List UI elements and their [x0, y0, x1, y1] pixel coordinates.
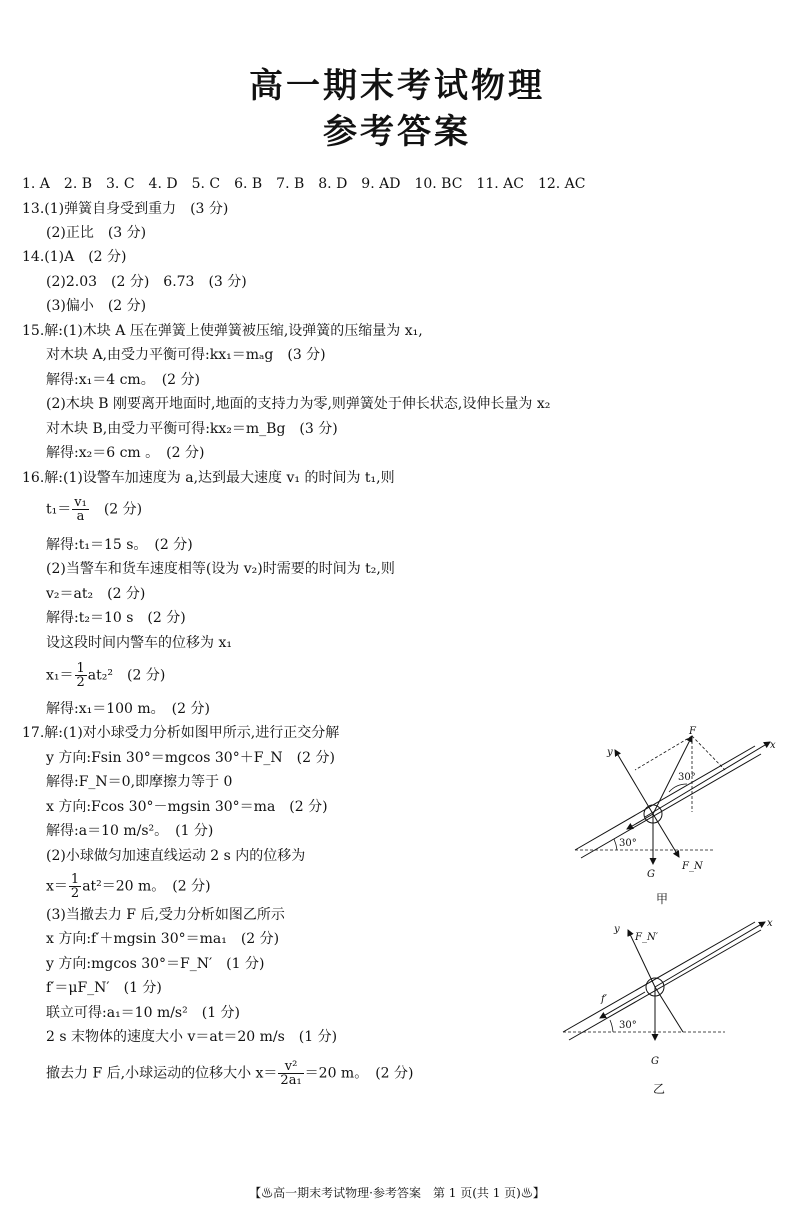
- component-line: [655, 987, 683, 1032]
- q16-f1-fraction: [72, 496, 89, 523]
- q14-line1: 14.(1)A (2 分): [22, 249, 127, 265]
- label-G: G: [647, 869, 655, 880]
- x-axis-arrow: [645, 742, 770, 817]
- figure-jia-caption: 甲: [656, 892, 669, 906]
- q16-f2-den: 2: [76, 675, 85, 690]
- figure-yi: [555, 912, 785, 1077]
- label-y: y: [607, 747, 613, 758]
- q17-line3: 解得:F_N＝0,即摩擦力等于 0: [46, 774, 233, 790]
- q14-line2: (2)2.03 (2 分) 6.73 (3 分): [46, 274, 247, 290]
- q17-line12: 联立可得:a₁＝10 m/s² (1 分): [46, 1005, 241, 1021]
- label-y: y: [614, 924, 620, 935]
- label-x: x: [770, 740, 776, 751]
- q16-f2-num: 1: [76, 661, 85, 676]
- q16-f1-num: v₁: [74, 495, 87, 510]
- q16-f2-right: at₂² (2 分): [87, 667, 166, 684]
- label-x: x: [767, 918, 773, 929]
- q16-line5: v₂＝at₂ (2 分): [46, 586, 146, 602]
- q17-line8: (3)当撤去力 F 后,受力分析如图乙所示: [46, 907, 285, 923]
- q17-line10: y 方向:mgcos 30°＝F_N′ (1 分): [46, 956, 265, 972]
- label-FN: F_N′: [635, 932, 658, 943]
- q17-line9: x 方向:f′＋mgsin 30°＝ma₁ (2 分): [46, 931, 280, 947]
- q16-line7: 设这段时间内警车的位移为 x₁: [46, 635, 232, 651]
- q17-line6: (2)小球做匀加速直线运动 2 s 内的位移为: [46, 848, 306, 864]
- page-subtitle: 参考答案: [323, 112, 471, 152]
- label-angle: 30°: [619, 1020, 637, 1031]
- q13-line2: (2)正比 (3 分): [46, 225, 147, 241]
- q17-line13: 2 s 末物体的速度大小 v＝at＝20 m/s (1 分): [46, 1029, 338, 1045]
- incline-line-2: [569, 930, 761, 1040]
- label-F: F: [689, 726, 696, 737]
- normal-FN-arrow: [653, 814, 679, 857]
- q17-line11: f′＝μF_N′ (1 分): [46, 980, 162, 996]
- q17-f3-fraction: [69, 873, 81, 900]
- incline-line-1: [563, 922, 755, 1032]
- q16-f2-fraction: [75, 662, 87, 689]
- q16-formula-x1: [46, 662, 165, 689]
- q15-line3: 解得:x₁＝4 cm。 (2 分): [46, 372, 200, 388]
- q16-line4: (2)当警车和货车速度相等(设为 v₂)时需要的时间为 t₂,则: [46, 561, 395, 577]
- q14-line3: (3)偏小 (2 分): [46, 298, 147, 314]
- label-f: f′: [601, 994, 607, 1005]
- q17-f3-num: 1: [70, 872, 80, 887]
- q16-f1-left: t₁＝: [46, 501, 72, 518]
- page-title: 高一期末考试物理: [249, 66, 545, 106]
- q15-line1: 15.解:(1)木块 A 压在弹簧上使弹簧被压缩,设弹簧的压缩量为 x₁,: [22, 323, 423, 339]
- q17-f4-right: ＝20 m。 (2 分): [304, 1065, 414, 1082]
- q16-f1-den: a: [76, 509, 85, 524]
- q13-line1: 13.(1)弹簧自身受到重力 (3 分): [22, 201, 229, 217]
- q15-line5: 对木块 B,由受力平衡可得:kx₂＝m_Bg (3 分): [46, 421, 338, 437]
- y-axis-arrow: [615, 750, 653, 814]
- angle-arc: [610, 1020, 613, 1032]
- choice-answers: 1. A 2. B 3. C 4. D 5. C 6. B 7. B 8. D 9. AD 10. BC 11. AC 12. AC: [22, 176, 586, 192]
- q17-f4-left: 撤去力 F 后,小球运动的位移大小 x＝: [46, 1065, 278, 1082]
- label-FN: F_N: [682, 861, 703, 872]
- angle-arc-bottom: [614, 839, 617, 850]
- q15-line4: (2)木块 B 刚要离开地面时,地面的支持力为零,则弹簧处于伸长状态,设伸长量为 x₂: [46, 396, 551, 412]
- q16-f2-left: x₁＝: [46, 667, 74, 684]
- q17-f4-num: v²: [278, 1060, 303, 1074]
- q16-formula-t1: [46, 496, 142, 523]
- q16-line9: 解得:x₁＝100 m。 (2 分): [46, 701, 210, 717]
- label-G: G: [651, 1056, 659, 1067]
- q17-formula-final: [46, 1060, 413, 1087]
- q17-line1: 17.解:(1)对小球受力分析如图甲所示,进行正交分解: [22, 725, 340, 741]
- q17-f4-den: 2a₁: [280, 1073, 302, 1088]
- q15-line2: 对木块 A,由受力平衡可得:kx₁＝mₐg (3 分): [46, 347, 326, 363]
- q17-f3-right: at²＝20 m。 (2 分): [82, 878, 211, 895]
- figure-jia: [565, 722, 785, 892]
- page-footer: 【♨高一期末考试物理·参考答案 第 1 页(共 1 页)♨】: [249, 1186, 545, 1200]
- dashed-proj-1: [692, 736, 725, 770]
- component-arrow: [627, 814, 653, 829]
- figure-yi-caption: 乙: [653, 1082, 666, 1096]
- q17-line5: 解得:a＝10 m/s²。 (1 分): [46, 823, 214, 839]
- q17-f3-den: 2: [70, 886, 80, 901]
- q16-line6: 解得:t₂＝10 s (2 分): [46, 610, 186, 626]
- q15-line6: 解得:x₂＝6 cm 。 (2 分): [46, 445, 205, 461]
- x-axis-arrow: [655, 922, 765, 987]
- q17-line4: x 方向:Fcos 30°－mgsin 30°＝ma (2 分): [46, 799, 328, 815]
- label-angle-bottom: 30°: [619, 838, 637, 849]
- q17-line2: y 方向:Fsin 30°＝mgcos 30°＋F_N (2 分): [46, 750, 335, 766]
- q16-line3: 解得:t₁＝15 s。 (2 分): [46, 537, 193, 553]
- q16-f1-score: (2 分): [103, 501, 143, 518]
- incline-line-2: [581, 754, 761, 858]
- q17-f4-fraction: [278, 1060, 303, 1087]
- q17-f3-left: x＝: [46, 878, 68, 895]
- q16-line1: 16.解:(1)设警车加速度为 a,达到最大速度 v₁ 的时间为 t₁,则: [22, 470, 395, 486]
- q17-formula-x: [46, 873, 211, 900]
- label-angle-top: 30°: [678, 772, 696, 783]
